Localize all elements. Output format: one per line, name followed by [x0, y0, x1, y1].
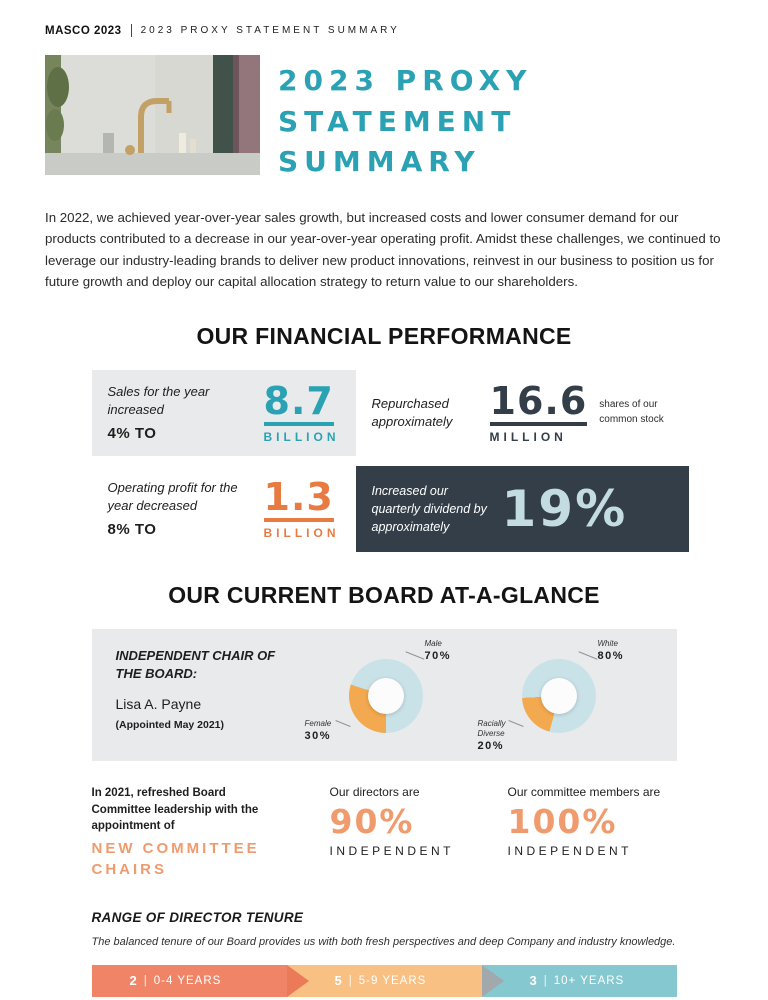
stat-operating-profit-label	[108, 479, 258, 538]
hero-title-line-2: STATEMENT	[278, 104, 517, 138]
stat-operating-profit-value-block	[263, 474, 340, 540]
race-donut-connector-top	[578, 651, 597, 659]
stat-sales-value-block	[263, 378, 340, 444]
chair-appointed: (Appointed May 2021)	[115, 719, 225, 732]
doc-title-label: 2023 PROXY STATEMENT SUMMARY	[140, 25, 400, 36]
directors-independent-column	[330, 785, 508, 880]
committee-text: Our committee members are	[507, 784, 661, 799]
gender-donut-area	[305, 637, 480, 755]
committee-independent-column	[508, 785, 677, 880]
hero-section	[45, 55, 723, 183]
gender-label-male: Male 70%	[424, 638, 452, 662]
stat-sales-bold: 4% TO	[107, 425, 157, 443]
hero-title	[278, 55, 532, 183]
stat-operating-profit-unit: BILLION	[263, 525, 340, 540]
directors-independent-label: INDEPENDENT	[329, 843, 455, 858]
stat-repurchased	[356, 370, 690, 456]
hero-photo	[45, 55, 260, 175]
stat-operating-profit	[92, 466, 356, 552]
header-divider	[131, 24, 132, 37]
stat-sales	[92, 370, 356, 456]
committee-chairs-highlight: NEW COMMITTEE CHAIRS	[91, 839, 260, 878]
committee-chairs-column	[92, 785, 330, 880]
board-heading: OUR CURRENT BOARD AT-A-GLANCE	[168, 581, 600, 608]
stat-dividend-text: Increased our quarterly dividend by approximately	[371, 483, 487, 534]
stat-sales-text: Sales for the year increased	[107, 384, 210, 417]
race-label-diverse: Racially Diverse 20%	[477, 718, 506, 752]
race-donut-chart	[522, 659, 596, 733]
tenure-heading: RANGE OF DIRECTOR TENURE	[91, 909, 304, 925]
race-label-white: White 80%	[597, 638, 625, 662]
gender-donut-connector-top	[405, 651, 424, 659]
stat-repurchased-note: shares of our common stock	[599, 399, 664, 425]
stat-repurchased-value: 16.6	[490, 382, 588, 426]
stat-operating-profit-value: 1.3	[264, 478, 334, 522]
tenure-arrow-2	[482, 965, 504, 997]
stat-dividend-value: 19%	[501, 479, 628, 538]
hero-title-line-3: SUMMARY	[278, 145, 481, 179]
chair-name: Lisa A. Payne	[115, 696, 202, 713]
stat-dividend	[356, 466, 690, 552]
financial-heading: OUR FINANCIAL PERFORMANCE	[196, 322, 572, 349]
tenure-segment-10-plus: 3 | 10+ YEARS	[482, 965, 677, 997]
directors-percent: 90%	[329, 801, 415, 841]
hero-title-line-1: 2023 PROXY	[278, 64, 533, 97]
tenure-segment-5-9: 5 | 5-9 YEARS	[287, 965, 482, 997]
tenure-arrow-1	[287, 965, 309, 997]
page-header	[45, 0, 723, 37]
chair-block	[116, 647, 281, 731]
race-donut-area	[478, 637, 653, 755]
tenure-segment-0-4: 2 | 0-4 YEARS	[92, 965, 287, 997]
stat-operating-profit-text: Operating profit for the year decreased	[107, 480, 238, 513]
stat-sales-unit: BILLION	[263, 429, 340, 444]
bathroom-faucet-image	[45, 55, 260, 175]
stat-sales-label	[108, 383, 258, 442]
committee-independent-label: INDEPENDENT	[507, 843, 633, 858]
tenure-bar-chart	[92, 965, 677, 997]
intro-paragraph: In 2022, we achieved year-over-year sales growth, but increased costs and lower consumer demand for our products contributed to a decrease in our year-over-year operating profit. Amidst these challenges, we continued to leverage our industry-leading brands to deliver new product innovations, reinvest in our business to position us for future growth and deploy our capital allocation strategy to return value to our shareholders.	[45, 209, 721, 290]
committee-chairs-text: In 2021, refreshed Board Committee leadership with the appointment of	[91, 786, 259, 833]
stat-sales-value: 8.7	[264, 382, 334, 426]
stat-repurchased-text: Repurchased approximately	[371, 396, 453, 429]
committee-percent: 100%	[507, 801, 618, 841]
stat-operating-profit-bold: 8% TO	[107, 521, 157, 539]
stat-repurchased-value-block	[489, 378, 588, 444]
chair-title: INDEPENDENT CHAIR OF THE BOARD:	[115, 647, 276, 682]
brand-label: MASCO 2023	[45, 24, 122, 37]
directors-text: Our directors are	[329, 784, 420, 799]
gender-donut-chart	[349, 659, 423, 733]
board-glance-box	[92, 629, 677, 761]
stat-repurchased-label	[372, 395, 484, 430]
financial-stats-grid	[92, 370, 677, 552]
board-stats-row	[92, 785, 677, 880]
gender-label-female: Female 30%	[304, 718, 332, 742]
tenure-subtext: The balanced tenure of our Board provides us with both fresh perspectives and deep Company and industry knowledge.	[91, 935, 676, 948]
stat-repurchased-unit: MILLION	[489, 429, 567, 444]
